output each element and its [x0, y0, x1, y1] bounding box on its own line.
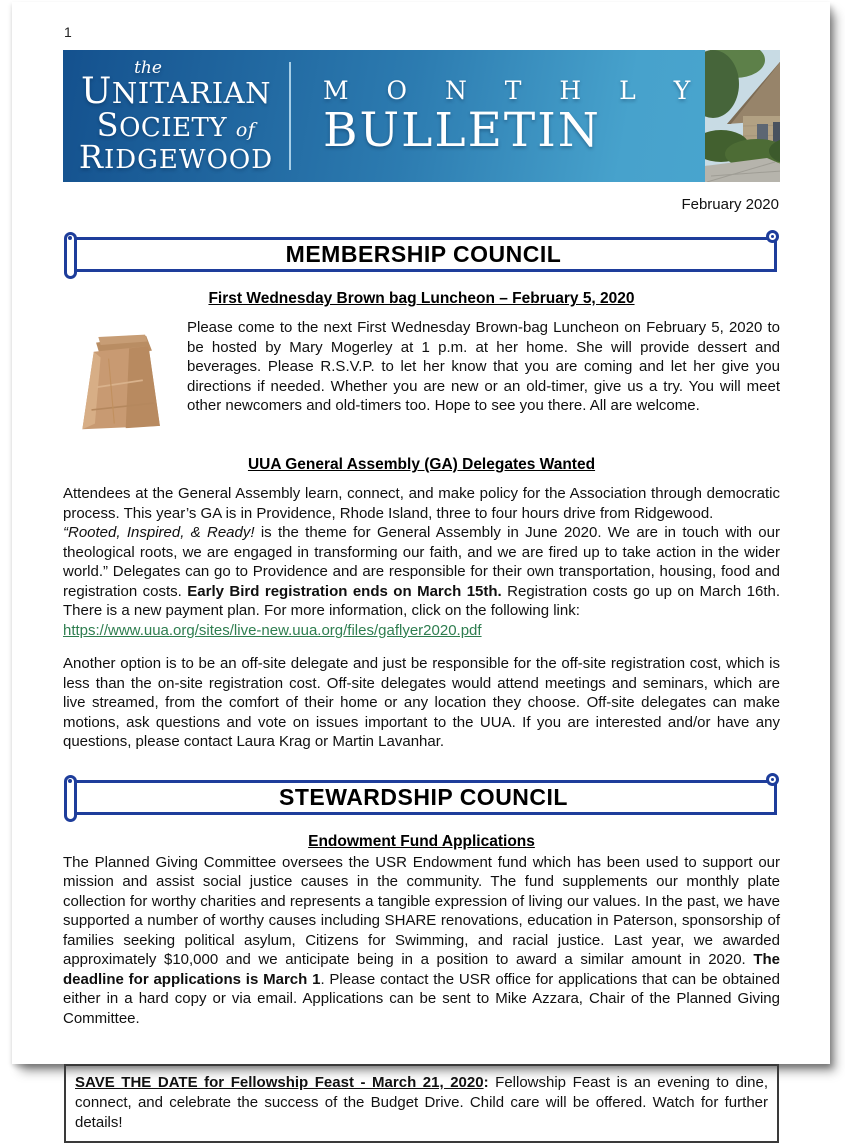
bulletin-title	[291, 50, 705, 182]
ga-text-1: Attendees at the General Assembly learn, connect, and make policy for the Association through democratic process. This year’s GA is in Providence, Rhode Island, three to four hours drive from Ridgewood.	[63, 485, 780, 522]
save-the-date-colon: :	[483, 1074, 489, 1091]
ga-paragraph-2: Another option is to be an off-site delegate and just be responsible for the off-site registration cost, which is less than the on-site registration cost. Off-site delegates would attend meetings and seminars, which are live streamed, from the comfort of their home or any location they choose. Off-site delegates can make motions, ask questions and vote on issues important to the UUA. If you are interested and/or have any questions, please contact Laura Krag or Martin Lavanhar.	[63, 655, 780, 750]
stewardship-council-title: STEWARDSHIP COUNCIL	[279, 783, 568, 810]
endowment-heading: Endowment Fund Applications	[308, 832, 535, 850]
org-logo-line3: RIDGEWOOD	[78, 138, 274, 177]
membership-council-banner	[70, 237, 777, 272]
membership-council-title: MEMBERSHIP COUNCIL	[285, 241, 562, 267]
ga-heading: UUA General Assembly (GA) Delegates Wanted	[247, 456, 596, 473]
endowment-paragraph	[63, 853, 780, 1029]
org-logo-line2	[63, 106, 289, 145]
ga-earlybird-bold: Early Bird registration ends on March 15th.	[187, 582, 502, 600]
masthead-banner	[63, 50, 780, 182]
org-logo-line1: UNITARIAN	[81, 71, 271, 112]
org-logo-society: SOCIETY	[96, 106, 228, 145]
ga-flyer-link[interactable]: https://www.uua.org/sites/live-new.uua.org/files/gaflyer2020.pdf	[63, 621, 482, 639]
ga-text-2: is the theme for General Assembly in June 2020. We are in touch with our theological roots, we are engaged in transforming our faith, and we are fired up to take action in the wider world.” Delegates can go to Providence and are responsible for their own transportation, housing, food and registration costs.	[63, 524, 780, 600]
ga-text-3: Registration costs go up on March 16th. There is a new payment plan. For more information, click on the following link:	[63, 582, 780, 619]
save-the-date-box	[64, 1064, 779, 1143]
luncheon-paragraph: Please come to the next First Wednesday Brown-bag Luncheon on February 5, 2020 to be hosted by Mary Mogerley at 1 p.m. at her home. She will provide dessert and beverages. Please R.S.V.P. to let her know that you are coming and let her give you directions if needed. Whether you are new or an old-timer, give us a try. You will meet other newcomers and old-timers too. Hope to see you there. All are welcome.	[187, 319, 780, 414]
save-the-date-body: Fellowship Feast is an evening to dine, connect, and celebrate the success of the Budget Drive. Child care will be offered. Watch for further details!	[75, 1074, 768, 1131]
org-logo	[63, 50, 289, 182]
endowment-text-1: The Planned Giving Committee oversees the USR Endowment fund which has been used to support our mission and assist social justice causes in the community. The fund supplements our monthly plate collection for worthy charities and represents a tangible expression of living our values. In the past, we have supported a number of worthy causes including SHARE renovations, education in Paterson, sponsorship of families seeking political asylum, Citizens for Swimming, and racial justice. Last year, we awarded approximately $10,000 and we anticipate being in a position to award a similar amount in 2020.	[63, 853, 780, 968]
stewardship-council-banner	[70, 780, 777, 815]
scroll-curl-ornament	[766, 773, 779, 786]
page-number: 1	[64, 24, 72, 40]
title-bulletin: BULLETIN	[323, 103, 601, 159]
luncheon-section	[63, 318, 780, 438]
luncheon-heading: First Wednesday Brown bag Luncheon – February 5, 2020	[208, 290, 635, 307]
org-logo-the: the	[134, 58, 162, 78]
endowment-text-2: . Please contact the USR office for applications that can be obtained either in a hard copy or via email. Applications can be sent to Mike Azzara, Chair of the Planned Giving Committee.	[63, 970, 780, 1027]
save-the-date-lead: SAVE THE DATE for Fellowship Feast - March 21, 2020	[75, 1074, 484, 1091]
building-photo	[705, 50, 780, 182]
scroll-curl-ornament	[766, 230, 779, 243]
newsletter-page	[12, 2, 830, 1131]
issue-date: February 2020	[681, 196, 779, 213]
ga-theme-quote: “Rooted, Inspired, & Ready!	[63, 524, 255, 541]
org-logo-of: of	[235, 119, 256, 142]
endowment-deadline-bold: The deadline for applications is March 1	[63, 951, 780, 988]
scroll-rod-ornament	[64, 232, 77, 279]
title-monthly: M O N T H L Y	[323, 76, 706, 105]
scroll-rod-ornament	[64, 775, 77, 822]
ga-paragraph-1	[63, 484, 780, 640]
brown-bag-image	[63, 320, 177, 436]
